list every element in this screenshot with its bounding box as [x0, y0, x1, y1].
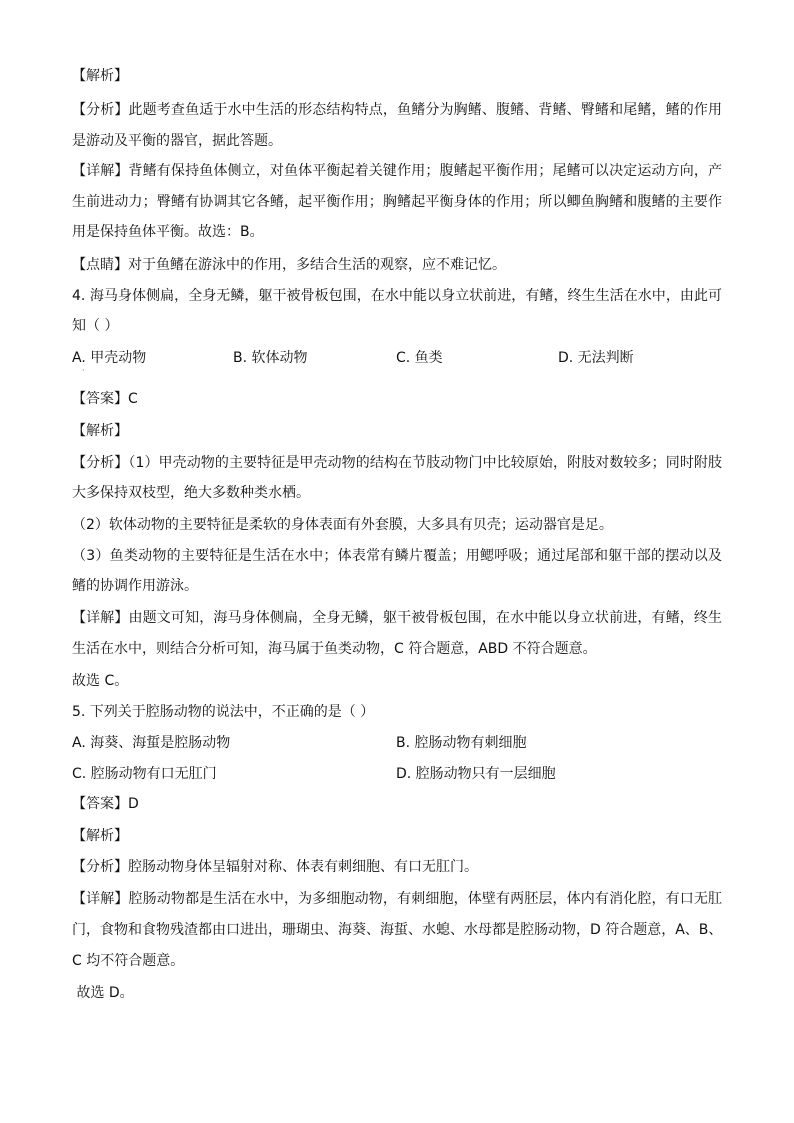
q3-analysis-line-2: 是游动及平衡的器官，据此答题。	[72, 133, 282, 149]
q4-option-a: A. 甲壳动物	[72, 350, 147, 366]
q4-detail-line-3: 故选 C。	[72, 673, 129, 689]
q4-detail-line-2: 生活在水中，则结合分析可知，海马属于鱼类动物，C 符合题意，ABD 不符合题意。	[72, 641, 597, 657]
q4-analysis-line-2: 大多保持双枝型，绝大多数种类水栖。	[72, 485, 310, 501]
q4-analysis-line-1: 【分析】（1）甲壳动物的主要特征是甲壳动物的结构在节肢动物门中比较原始，附肢对数较多；同时附肢	[72, 455, 722, 471]
analysis-heading: 【解析】	[72, 68, 128, 84]
q5-option-b: B. 腔肠动物有刺细胞	[396, 735, 527, 751]
q4-option-c: C. 鱼类	[396, 350, 443, 366]
q3-detail-line-1: 【详解】背鳍有保持鱼体侧立，对鱼体平衡起着关键作用；腹鳍起平衡作用；尾鳍可以决定运动方向，产	[72, 163, 722, 179]
q5-detail-line-4: 故选 D。	[72, 985, 134, 1001]
q4-option-d: D. 无法判断	[558, 350, 634, 366]
q5-option-d: D. 腔肠动物只有一层细胞	[396, 766, 556, 782]
q4-option-b: B. 软体动物	[233, 350, 308, 366]
q5-stem: 5. 下列关于腔肠动物的说法中，不正确的是（ ）	[72, 704, 375, 720]
q5-analysis: 【分析】腔肠动物身体呈辐射对称、体表有刺细胞、有口无肛门。	[72, 859, 478, 875]
q3-remark: 【点睛】对于鱼鳍在游泳中的作用，多结合生活的观察，应不难记忆。	[72, 257, 506, 273]
q4-analysis-line-4: （3）鱼类动物的主要特征是生活在水中；体表常有鳞片覆盖；用鳃呼吸；通过尾部和躯干部的摆动以及	[72, 548, 722, 564]
q4-answer: 【答案】C	[72, 391, 138, 407]
q3-detail-line-3: 用是保持鱼体平衡。故选：B。	[72, 224, 264, 240]
q4-analysis-line-3: （2）软体动物的主要特征是柔软的身体表面有外套膜，大多具有贝壳；运动器官是足。	[72, 517, 613, 533]
q4-analysis-line-5: 鳍的协调作用游泳。	[72, 578, 198, 594]
q4-detail-line-1: 【详解】由题文可知，海马身体侧扁，全身无鳞，躯干被骨板包围，在水中能以身立状前进，有鳍，终生	[72, 610, 722, 626]
q4-stem-line-1: 4. 海马身体侧扁，全身无鳞，躯干被骨板包围，在水中能以身立状前进，有鳍，终生生活在水中，由此可	[72, 288, 722, 304]
q5-detail-line-3: C 均不符合题意。	[72, 953, 185, 969]
q3-detail-line-2: 生前进动力；臀鳍有协调其它各鳍，起平衡作用；胸鳍起平衡身体的作用；所以鲫鱼胸鳍和腹鳍的主要作	[72, 194, 722, 210]
q5-answer: 【答案】D	[72, 796, 139, 812]
q5-option-a: A. 海葵、海蜇是腔肠动物	[72, 735, 231, 751]
q5-analysis-heading: 【解析】	[72, 828, 128, 844]
q5-option-c: C. 腔肠动物有口无肛门	[72, 766, 217, 782]
q4-analysis-heading: 【解析】	[72, 423, 128, 439]
q5-detail-line-1: 【详解】腔肠动物都是生活在水中，为多细胞动物，有刺细胞，体壁有两胚层，体内有消化腔，有口无肛	[72, 891, 722, 907]
q3-analysis-line-1: 【分析】此题考查鱼适于水中生活的形态结构特点，鱼鳍分为胸鳍、腹鳍、背鳍、臀鳍和尾鳍，鳍的作用	[72, 102, 722, 118]
stray-dot: ·	[82, 366, 85, 375]
q4-stem-line-2: 知（ ）	[72, 318, 119, 334]
q5-detail-line-2: 门，食物和食物残渣都由口进出，珊瑚虫、海葵、海蜇、水螅、水母都是腔肠动物，D 符合题意，A、B、	[72, 922, 723, 938]
